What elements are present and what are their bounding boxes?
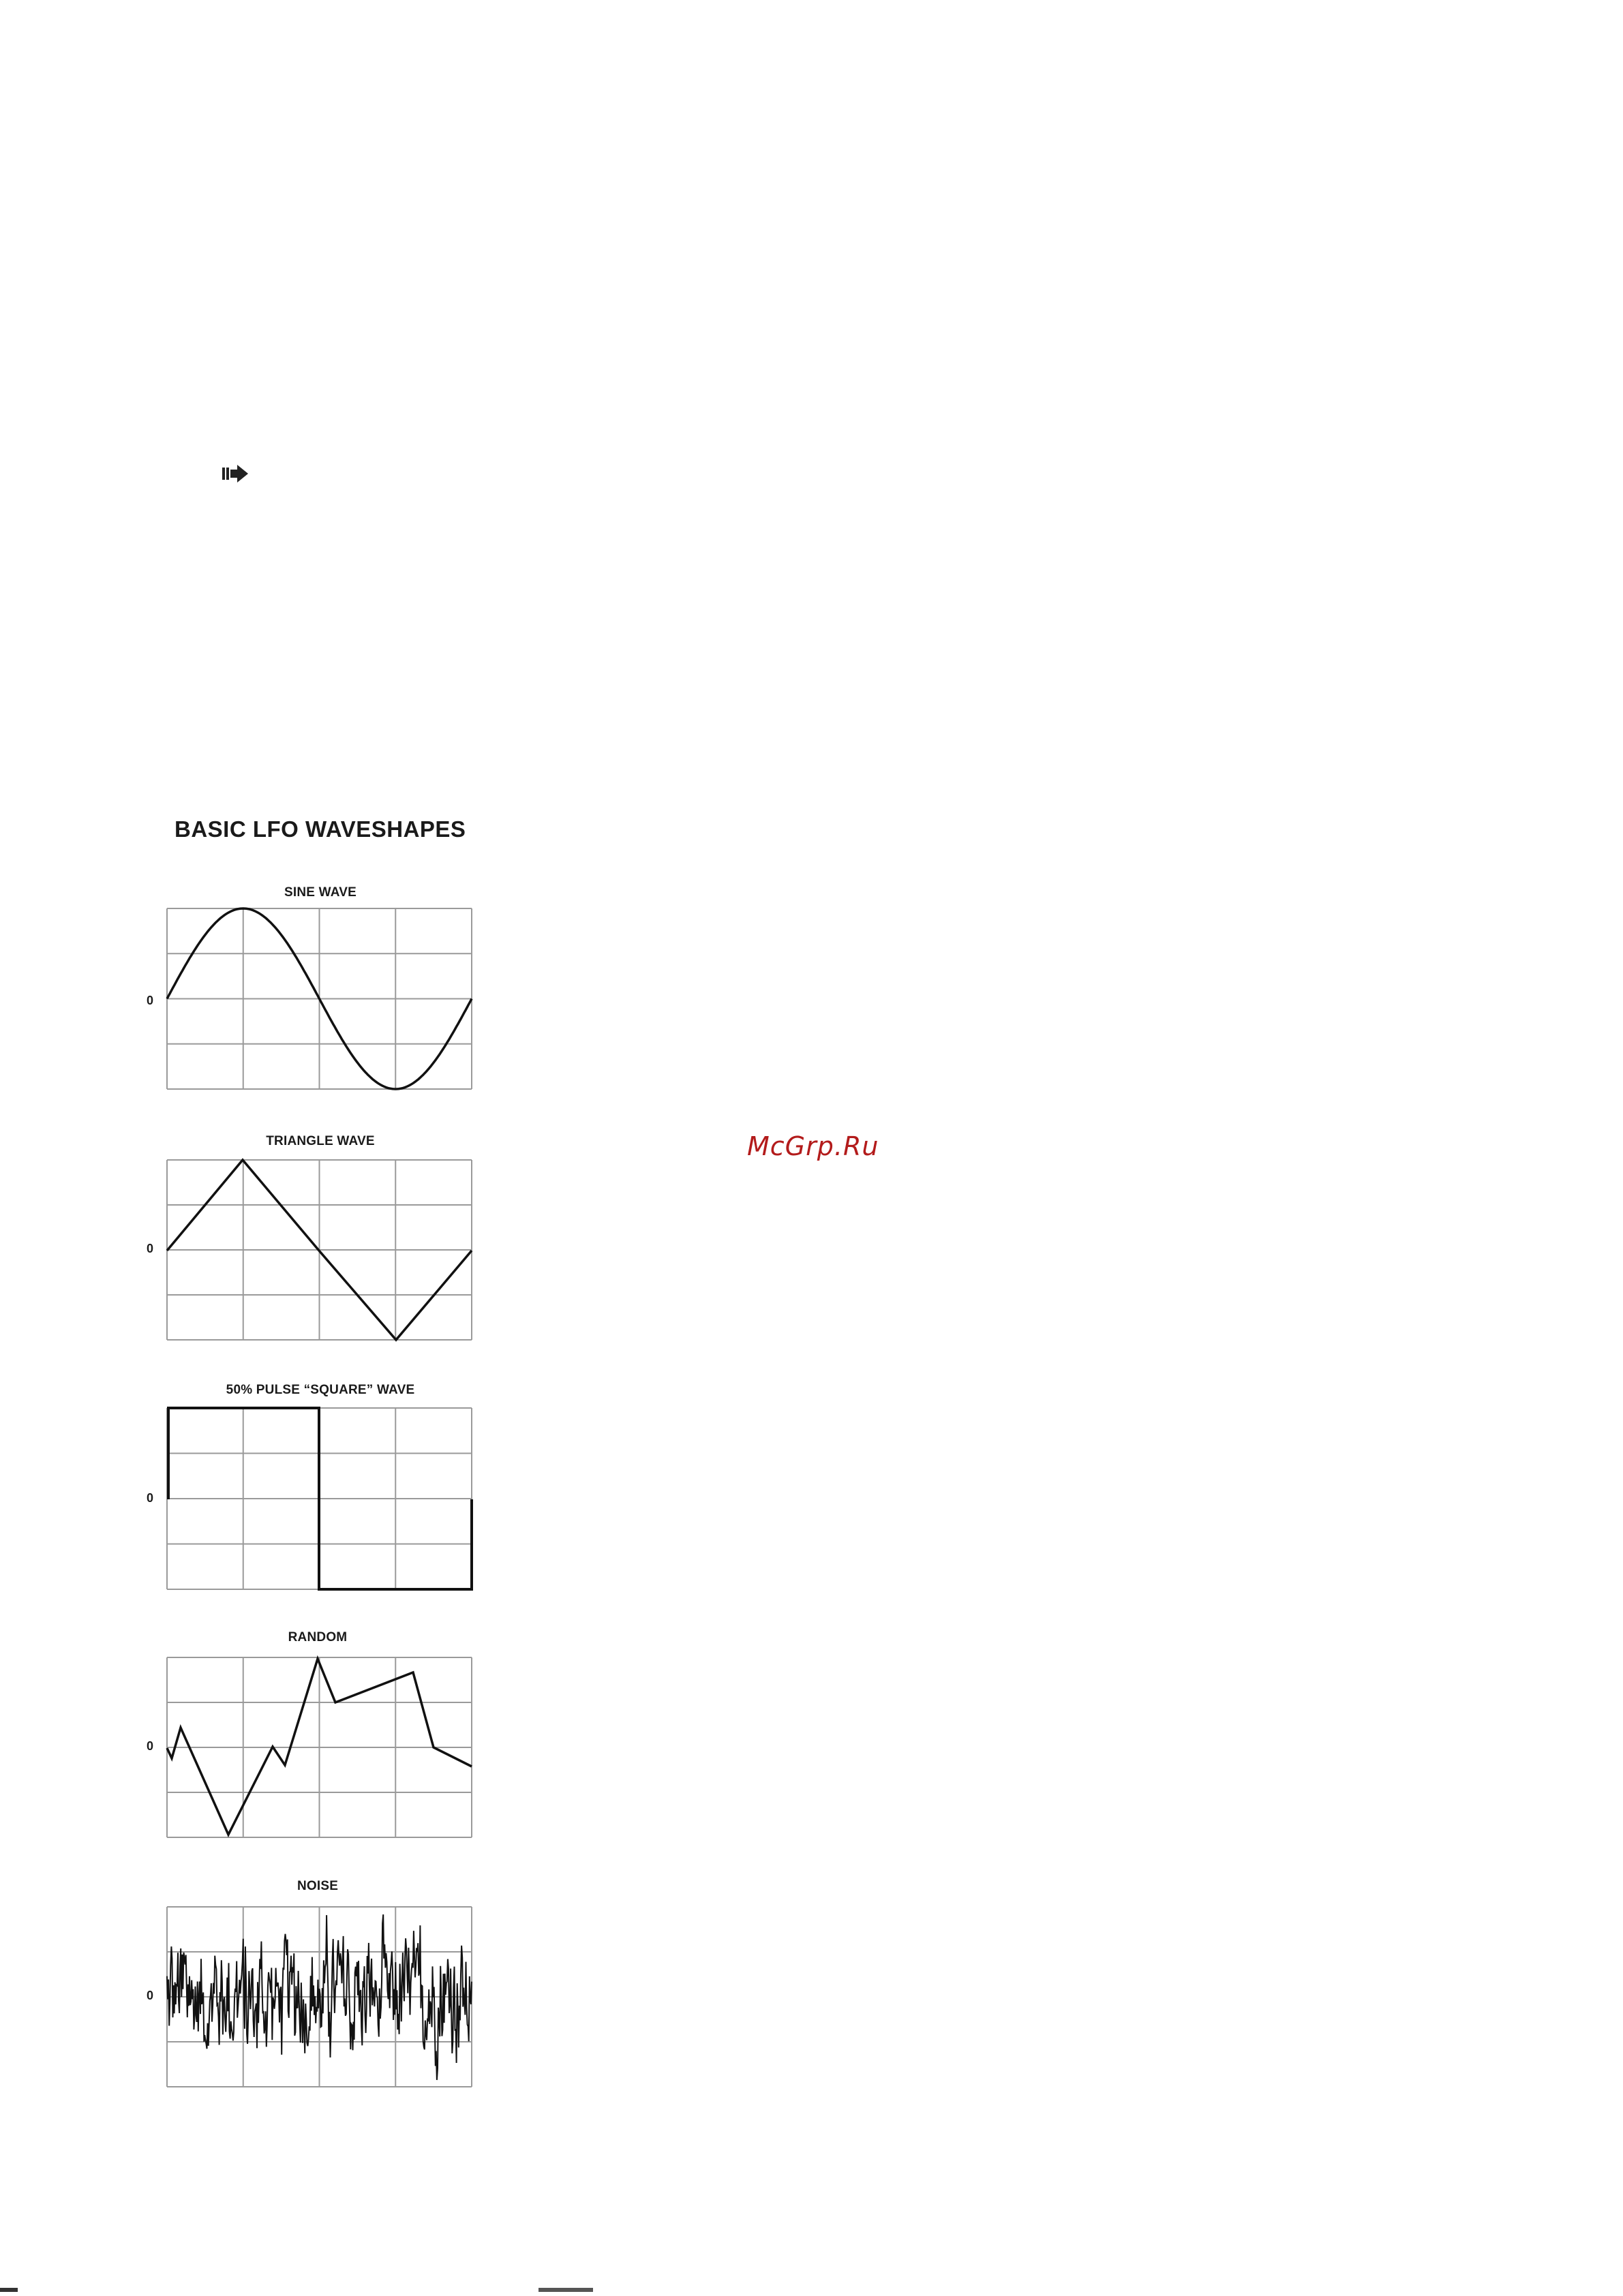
watermark: McGrp.Ru xyxy=(747,1131,879,1161)
footer-mark-left xyxy=(0,2288,18,2292)
panel-title-triangle: TRIANGLE WAVE xyxy=(266,1134,375,1148)
triangle-panel xyxy=(167,1160,472,1340)
zero-label-noise: 0 xyxy=(146,1989,153,2002)
noise-panel xyxy=(167,1907,472,2087)
panel-title-sine: SINE WAVE xyxy=(284,885,357,900)
random-grid xyxy=(167,1657,472,1837)
square-panel xyxy=(167,1408,472,1589)
footer-mark-center xyxy=(539,2288,593,2292)
panel-title-noise: NOISE xyxy=(297,1879,339,1893)
diagram-title: BASIC LFO WAVESHAPES xyxy=(175,816,466,842)
panel-title-square: 50% PULSE “SQUARE” WAVE xyxy=(226,1383,415,1397)
sine-panel xyxy=(167,908,472,1089)
zero-label-square: 0 xyxy=(146,1491,153,1505)
random-panel xyxy=(167,1657,472,1837)
panel-title-random: RANDOM xyxy=(288,1630,348,1644)
zero-label-sine: 0 xyxy=(146,994,153,1007)
zero-label-random: 0 xyxy=(146,1739,153,1753)
zero-label-triangle: 0 xyxy=(146,1242,153,1255)
